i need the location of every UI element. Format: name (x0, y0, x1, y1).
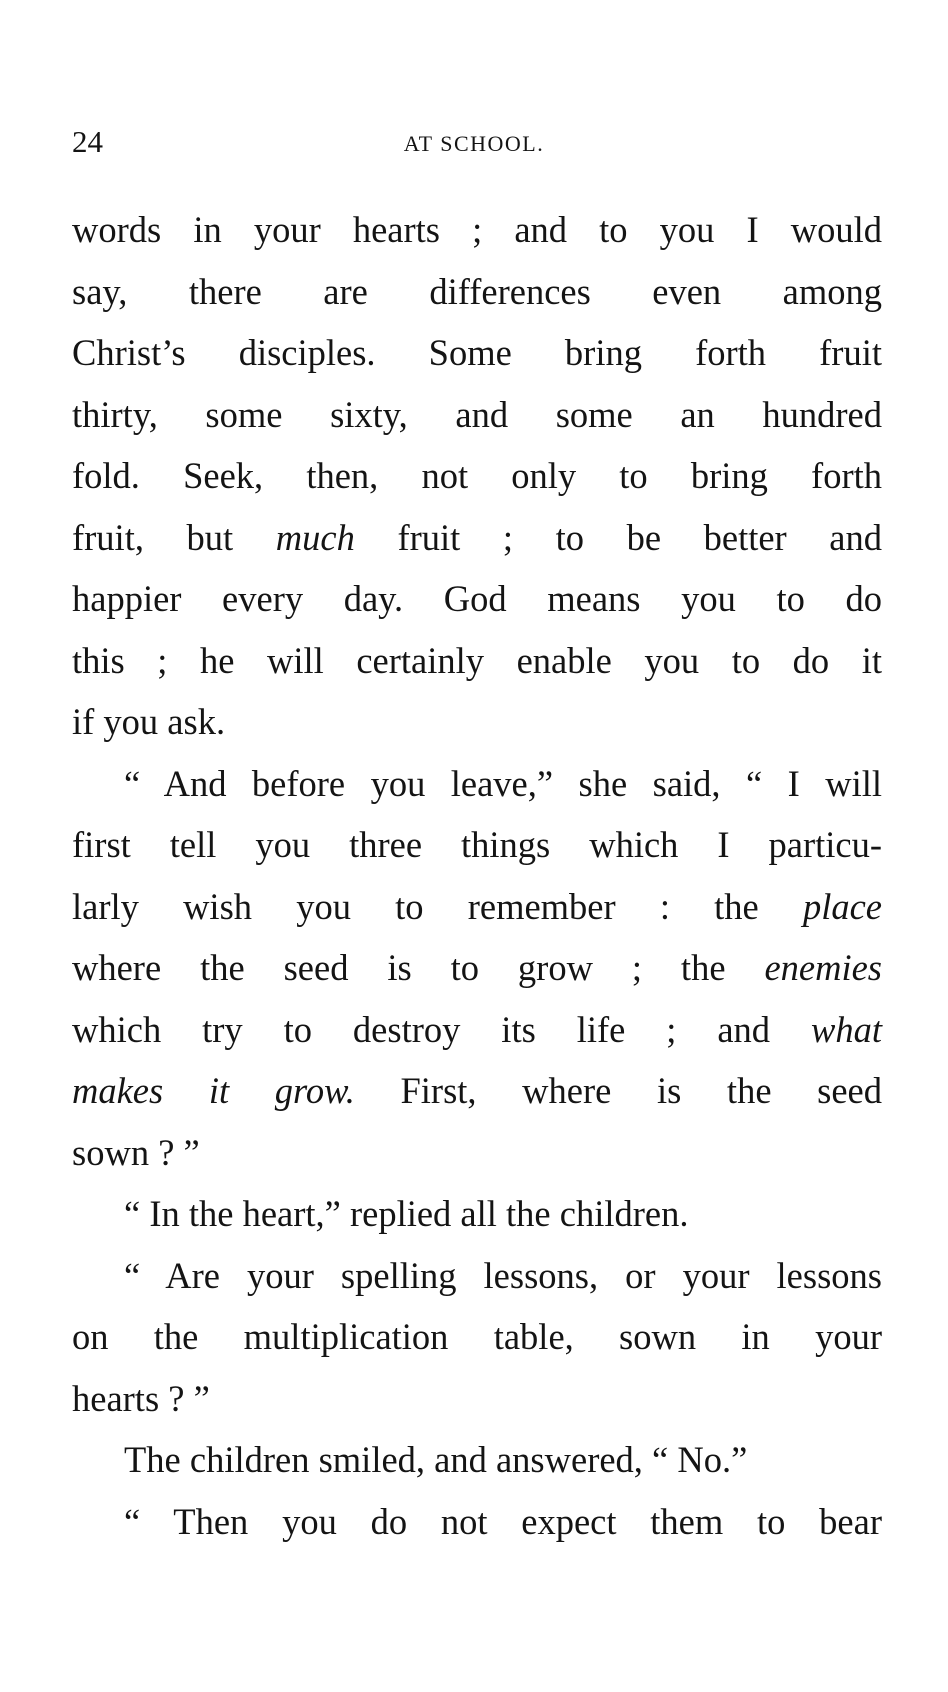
italic-text: much (275, 516, 355, 558)
text-segment: First, where is the seed (354, 1070, 882, 1111)
text-line (72, 937, 882, 999)
text-line: this ; he will certainly enable you to do it (72, 639, 882, 681)
text-line: happier every day. God means you to do (72, 578, 882, 619)
text-line: The children smiled, and answered, “ No.” (124, 1439, 748, 1480)
text-segment: where the seed is to grow ; the (72, 947, 765, 988)
text-segment: which try to destroy its life ; and (72, 1008, 811, 1050)
text-line: first tell you three things which I particu- (72, 824, 882, 865)
italic-text: makes it grow. (72, 1070, 355, 1111)
page-number: 24 (72, 124, 103, 159)
text-line: if you ask. (72, 701, 226, 742)
text-line: words in your hearts ; and to you I would (72, 209, 882, 250)
text-line (72, 507, 882, 569)
text-line: sown ? ” (72, 1131, 200, 1173)
text-line: “ Are your spelling lessons, or your lessons (124, 1254, 882, 1296)
text-line: hearts ? ” (72, 1377, 210, 1419)
running-head: AT SCHOOL. (403, 131, 545, 156)
text-segment: larly wish you to remember : the (72, 885, 803, 927)
text-line: on the multiplication table, sown in your (72, 1316, 882, 1357)
italic-text: enemies (764, 947, 882, 988)
text-line: fold. Seek, then, not only to bring forth (72, 455, 882, 496)
text-line (72, 999, 882, 1061)
text-line: say, there are differences even among (72, 270, 882, 312)
text-line: “ And before you leave,” she said, “ I will (124, 762, 882, 804)
text-segment: fruit ; to be better and (354, 516, 882, 558)
text-line (72, 876, 882, 938)
text-line: Christ’s disciples. Some bring forth fruit (72, 332, 882, 373)
text-line: thirty, some sixty, and some an hundred (72, 393, 882, 435)
body-text (72, 199, 882, 1552)
italic-text: what (811, 1008, 882, 1050)
text-line (72, 1060, 882, 1122)
text-line: “ In the heart,” replied all the children. (124, 1193, 689, 1234)
text-segment: fruit, but (72, 516, 276, 558)
italic-text: place (802, 885, 882, 927)
text-line: “ Then you do not expect them to bear (124, 1500, 882, 1542)
